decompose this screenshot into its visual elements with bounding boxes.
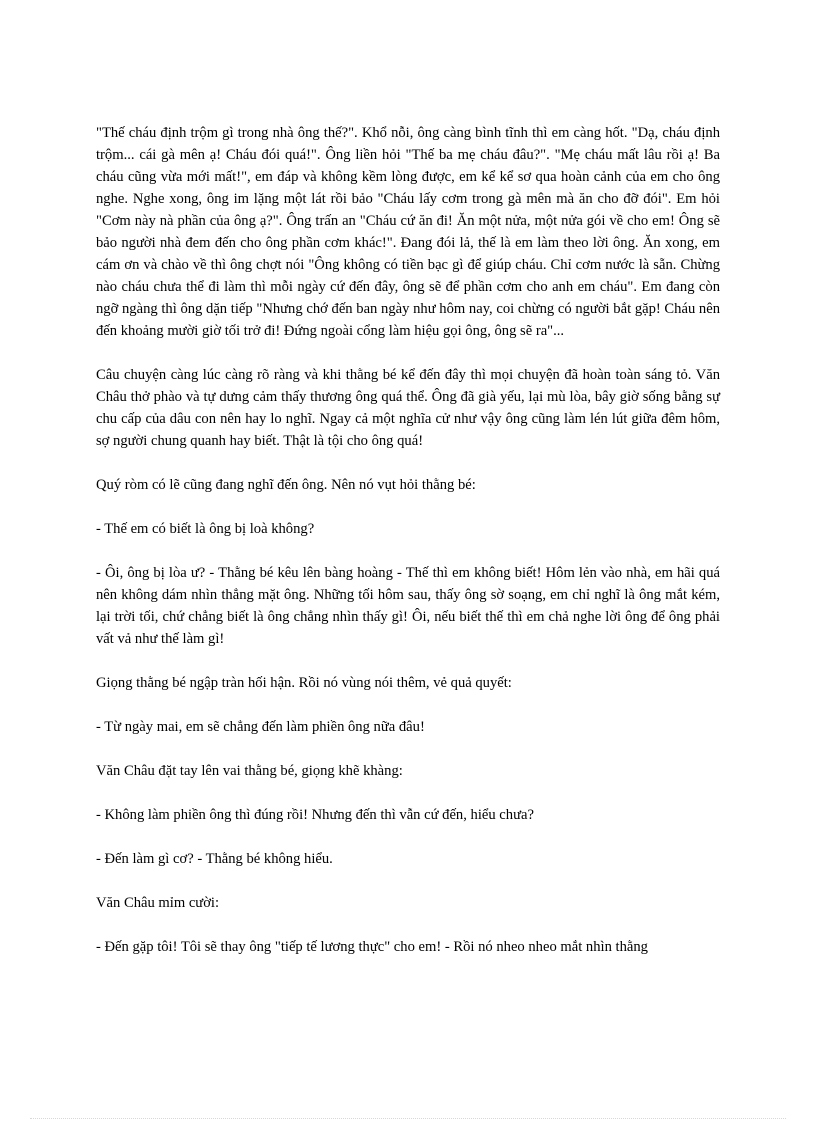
page-bottom-rule bbox=[30, 1118, 786, 1119]
dialogue-line-4: - Không làm phiền ông thì đúng rồi! Nhưng đến thì vẫn cứ đến, hiểu chưa? bbox=[96, 807, 534, 823]
paragraph-2: Câu chuyện càng lúc càng rõ ràng và khi thằng bé kể đến đây thì mọi chuyện đã hoàn toàn sáng tỏ. Văn Châu thở phào và tự dưng cảm thấy thương ông quá thể. Ông đã già yếu, lại mù lòa, bây giờ sống bằng sự chu cấp của dâu con nên hay lo nghĩ. Ngay cả một nghĩa cử như vậy ông cũng làm lén lút giữa đêm hôm, sợ người chung quanh hay biết. Thật là tội cho ông quá! bbox=[96, 367, 720, 449]
paragraph-1: "Thế cháu định trộm gì trong nhà ông thế?". Khổ nỗi, ông càng bình tĩnh thì em càng hốt. "Dạ, cháu định trộm... cái gà mên ạ! Cháu đói quá!". Ông liền hỏi "Thế ba mẹ cháu đâu?". "Mẹ cháu mất lâu rồi ạ! Ba cháu cũng vừa mới mất!", em đáp và không kềm lòng được, em kể kể sơ qua hoàn cảnh của em cho ông nghe. Nghe xong, ông im lặng một lát rồi bảo "Cháu lấy cơm trong gà mên mà ăn cho đỡ đói". Em hỏi "Cơm này nà phần của ông ạ?". Ông trấn an "Cháu cứ ăn đi! Ăn một nửa, một nửa gói về cho em! Ông sẽ bảo người nhà đem đến cho ông phần cơm khác!". Đang đói lả, thế là em làm theo lời ông. Ăn xong, em cám ơn và chào về thì ông chợt nói "Ông không có tiền bạc gì để giúp cháu. Chỉ cơm nước là sẵn. Chừng nào cháu chưa thể đi làm thì mỗi ngày cứ đến đây, ông sẽ để phần cơm cho anh em cháu". Em đang còn ngỡ ngàng thì ông dặn tiếp "Nhưng chớ đến ban ngày như hôm nay, coi chừng có người bắt gặp! Cháu nên đến khoảng mười giờ tối trở đi! Đứng ngoài cổng làm hiệu gọi ông, ông sẽ ra"... bbox=[96, 125, 720, 339]
paragraph-4: Giọng thằng bé ngập tràn hối hận. Rồi nó vùng nói thêm, vẻ quả quyết: bbox=[96, 675, 512, 691]
dialogue-line-1: - Thế em có biết là ông bị loà không? bbox=[96, 521, 315, 537]
paragraph-6: Văn Châu mỉm cười: bbox=[96, 895, 220, 911]
dialogue-line-5: - Đến làm gì cơ? - Thằng bé không hiểu. bbox=[96, 851, 333, 867]
paragraph-5: Văn Châu đặt tay lên vai thằng bé, giọng khẽ khàng: bbox=[96, 763, 403, 779]
dialogue-line-2: - Ôi, ông bị lòa ư? - Thằng bé kêu lên bàng hoàng - Thế thì em không biết! Hôm lẻn vào nhà, em hãi quá nên không dám nhìn thẳng mặt ông. Những tối hôm sau, thấy ông sờ soạng, em chỉ nghĩ là ông mắt kém, lại trời tối, chứ chẳng biết là ông chẳng nhìn thấy gì! Ôi, nếu biết thế thì em chả nghe lời ông để ông phải vất vả như thế làm gì! bbox=[96, 565, 720, 647]
paragraph-3: Quý ròm có lẽ cũng đang nghĩ đến ông. Nên nó vụt hỏi thằng bé: bbox=[96, 477, 476, 493]
dialogue-line-3: - Từ ngày mai, em sẽ chẳng đến làm phiền ông nữa đâu! bbox=[96, 719, 425, 735]
dialogue-line-6: - Đến gặp tôi! Tôi sẽ thay ông "tiếp tế lương thực" cho em! - Rồi nó nheo nheo mắt nhìn thằng bbox=[96, 939, 648, 955]
document-page bbox=[96, 122, 720, 980]
